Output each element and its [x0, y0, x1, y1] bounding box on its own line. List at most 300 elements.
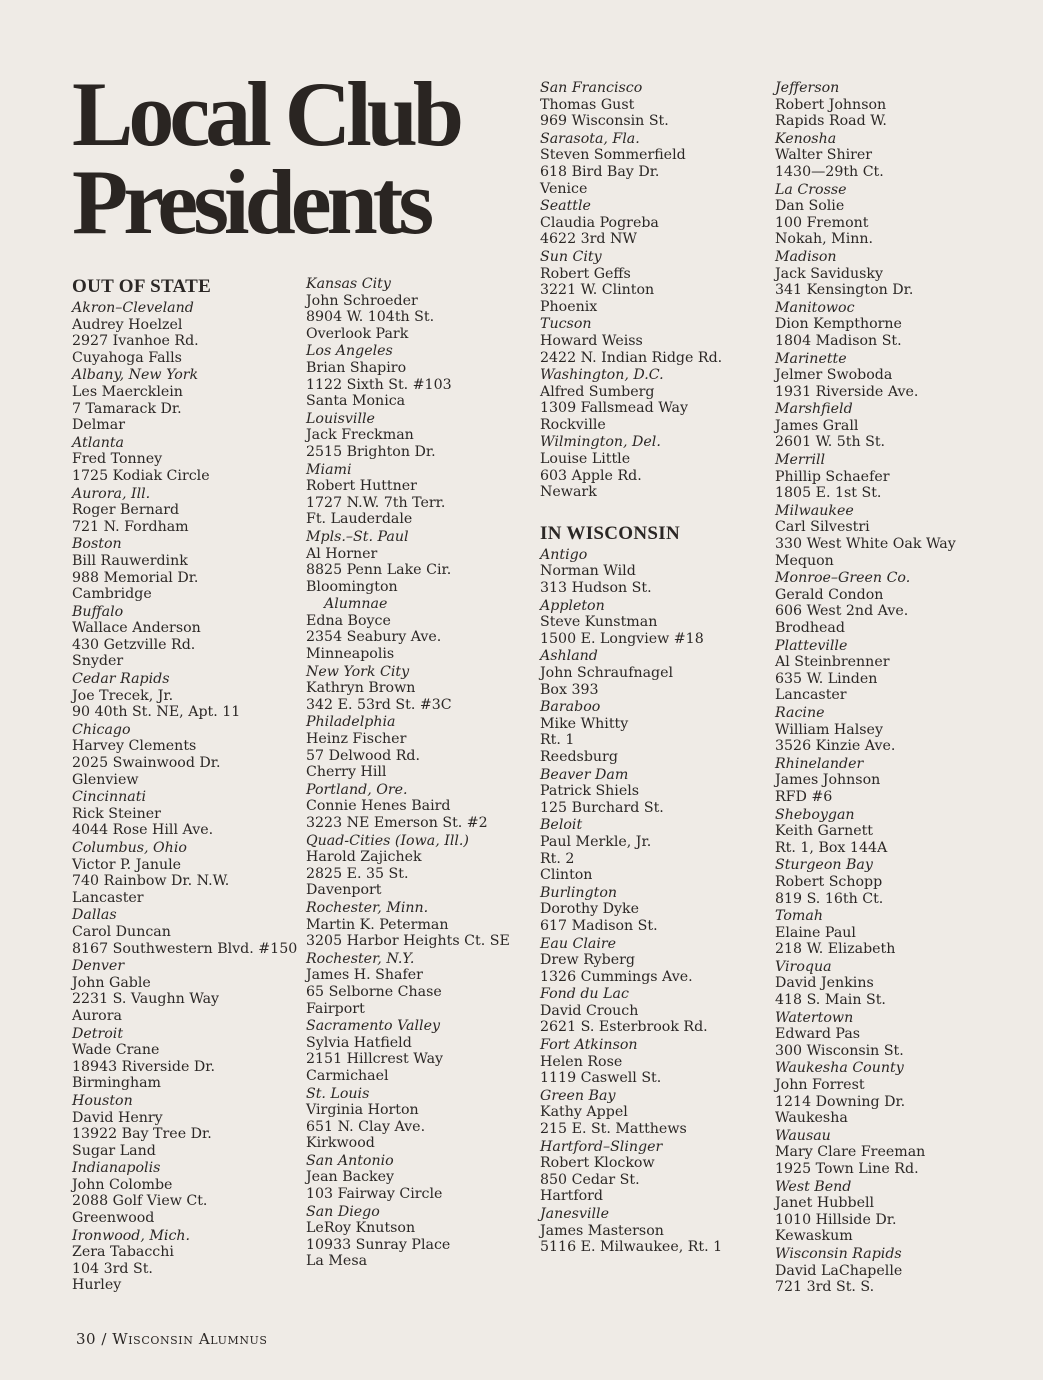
president-name: Phillip Schaefer	[775, 468, 890, 485]
club-entry-watertown	[775, 1010, 1015, 1060]
address-line: 300 Wisconsin St.	[775, 1042, 904, 1059]
president-name: Fred Tonney	[72, 451, 163, 468]
club-city: Baraboo	[540, 699, 601, 716]
president-name: Paul Merkle, Jr.	[540, 833, 652, 850]
club-entry-philadelphia	[306, 714, 546, 780]
address-line: 430 Getzville Rd.	[72, 636, 196, 653]
club-entry-columbus-ohio	[72, 840, 312, 906]
club-entry-rochester-n-y	[306, 951, 546, 1017]
address-line: 2515 Brighton Dr.	[306, 443, 436, 460]
club-city: Rochester, Minn.	[306, 899, 429, 916]
address-line: 10933 Sunray Place	[306, 1236, 451, 1253]
president-name: Al Steinbrenner	[775, 654, 890, 671]
column-out-of-state-3-and-wisconsin	[540, 80, 780, 1257]
club-city: Sun City	[540, 248, 602, 265]
president-name: John Colombe	[72, 1176, 173, 1193]
address-line: 3223 NE Emerson St. #2	[306, 815, 488, 831]
club-entry-tucson	[540, 316, 780, 366]
address-line: 2151 Hillcrest Way	[306, 1051, 444, 1068]
address-line: 1430—29th Ct.	[775, 163, 884, 180]
club-entry-wausau	[775, 1128, 1015, 1178]
club-entry-eau-claire	[540, 936, 780, 986]
president-name: Martin K. Peterman	[306, 916, 449, 933]
address-line: 721 N. Fordham	[72, 518, 189, 535]
address-line: Glenview	[72, 771, 139, 788]
president-name: David LaChapelle	[775, 1262, 903, 1279]
president-name: John Gable	[72, 974, 151, 991]
club-city: Watertown	[775, 1009, 854, 1026]
club-city: Aurora, Ill.	[72, 485, 151, 502]
title-line-2: Presidents	[72, 151, 430, 253]
president-name: James Masterson	[540, 1222, 664, 1239]
club-entry-sturgeon-bay	[775, 857, 1015, 907]
club-entry-west-bend	[775, 1179, 1015, 1245]
footer-separator: /	[101, 1330, 107, 1348]
club-entry-beaver-dam	[540, 767, 780, 817]
club-city: Philadelphia	[306, 714, 396, 731]
address-line: Cuyahoga Falls	[72, 349, 182, 366]
address-line: 57 Delwood Rd.	[306, 747, 420, 764]
president-name: Walter Shirer	[775, 147, 873, 164]
club-city: Viroqua	[775, 958, 832, 975]
address-line: 618 Bird Bay Dr.	[540, 163, 660, 180]
address-line: Bloomington	[306, 578, 398, 595]
club-entry-monroe-green-co	[775, 570, 1015, 636]
club-entry-marinette	[775, 351, 1015, 401]
president-name: Harvey Clements	[72, 738, 197, 755]
address-line: Box 393	[540, 681, 599, 698]
address-line: Rt. 1, Box 144A	[775, 839, 888, 856]
address-line: Santa Monica	[306, 393, 406, 410]
president-name: Kathryn Brown	[306, 680, 416, 697]
club-city: Beaver Dam	[540, 766, 629, 783]
club-entry-hartford-slinger	[540, 1139, 780, 1205]
president-name: Robert Geffs	[540, 265, 631, 282]
club-city: Albany, New York	[72, 367, 199, 384]
page-number: 30	[76, 1330, 97, 1348]
club-entry-houston	[72, 1093, 312, 1159]
club-city: Burlington	[540, 884, 618, 901]
president-name: Drew Ryberg	[540, 952, 635, 969]
address-line: 1727 N.W. 7th Terr.	[306, 494, 446, 511]
club-city: La Crosse	[775, 181, 847, 198]
address-line: 2088 Golf View Ct.	[72, 1193, 208, 1210]
president-name: Wade Crane	[72, 1042, 160, 1059]
address-line: 313 Hudson St.	[540, 580, 652, 597]
club-entry-fond-du-lac	[540, 986, 780, 1036]
club-entry-merrill	[775, 452, 1015, 502]
club-city: Madison	[775, 248, 837, 265]
club-city: Indianapolis	[72, 1160, 161, 1177]
club-city: Washington, D.C.	[540, 367, 664, 384]
president-name: David Jenkins	[775, 975, 874, 992]
address-line: Rockville	[540, 416, 606, 433]
address-line: Rt. 1	[540, 732, 575, 749]
club-entry-wisconsin-rapids	[775, 1246, 1015, 1296]
address-line: Carmichael	[306, 1067, 389, 1084]
club-entry-buffalo	[72, 604, 312, 670]
club-entry-st-louis	[306, 1086, 546, 1152]
address-line: Kewaskum	[775, 1228, 853, 1245]
club-entry-sarasota-fla	[540, 131, 780, 197]
club-city: Akron–Cleveland	[72, 300, 194, 316]
club-city: Dallas	[72, 907, 117, 924]
address-line: 18943 Riverside Dr.	[72, 1058, 215, 1075]
president-name: Robert Johnson	[775, 96, 887, 113]
club-city: Cincinnati	[72, 789, 146, 806]
club-city: Monroe–Green Co.	[775, 570, 911, 587]
address-line: Hurley	[72, 1277, 122, 1294]
address-line: 635 W. Linden	[775, 670, 878, 687]
address-line: Overlook Park	[306, 325, 409, 342]
club-entry-quad-cities-iowa-ill	[306, 833, 546, 899]
president-name: Dan Solie	[775, 198, 845, 215]
address-line: RFD #6	[775, 788, 833, 805]
president-name: Dion Kempthorne	[775, 316, 902, 333]
club-city: Manitowoc	[775, 299, 855, 316]
address-line: Kirkwood	[306, 1135, 375, 1152]
club-city: Waukesha County	[775, 1060, 904, 1077]
address-line: 651 N. Clay Ave.	[306, 1118, 426, 1135]
club-entry-green-bay	[540, 1088, 780, 1138]
president-name: Roger Bernard	[72, 502, 180, 519]
page-footer	[76, 1330, 268, 1348]
president-name: Kathy Appel	[540, 1104, 628, 1121]
address-line: Waukesha	[775, 1110, 848, 1127]
club-city: Tucson	[540, 316, 592, 333]
address-line: 2231 S. Vaughn Way	[72, 991, 220, 1008]
club-city: Tomah	[775, 908, 823, 925]
address-line: Reedsburg	[540, 748, 618, 765]
president-name: Rick Steiner	[72, 805, 161, 822]
club-entry-akron-cleveland	[72, 300, 312, 366]
club-city: Cedar Rapids	[72, 671, 170, 688]
club-city: Janesville	[540, 1206, 609, 1222]
address-line: 969 Wisconsin St.	[540, 113, 669, 130]
address-line: 8825 Penn Lake Cir.	[306, 562, 452, 579]
club-entry-ashland	[540, 648, 780, 698]
address-line: 3526 Kinzie Ave.	[775, 738, 896, 755]
president-name: David Crouch	[540, 1002, 639, 1019]
club-city: Kansas City	[306, 276, 391, 292]
president-name: Carl Silvestri	[775, 519, 870, 536]
president-name: Mary Clare Freeman	[775, 1144, 926, 1161]
address-line: Davenport	[306, 882, 382, 899]
club-entry-seattle	[540, 198, 780, 248]
address-line: 1326 Cummings Ave.	[540, 968, 693, 985]
club-entry-appleton	[540, 598, 780, 648]
address-line: 606 West 2nd Ave.	[775, 603, 909, 620]
address-line: 8167 Southwestern Blvd. #150	[72, 940, 298, 957]
president-name: Jack Savidusky	[775, 265, 884, 282]
club-city: San Francisco	[540, 80, 643, 96]
club-city: St. Louis	[306, 1085, 370, 1102]
club-entry-marshfield	[775, 401, 1015, 451]
club-entry-ironwood-mich	[72, 1228, 312, 1294]
address-line: 3221 W. Clinton	[540, 282, 655, 299]
president-name: Dorothy Dyke	[540, 901, 639, 918]
address-line: Fairport	[306, 1000, 365, 1017]
club-city: Marinette	[775, 350, 847, 367]
club-entry-san-diego	[306, 1204, 546, 1270]
address-line: 603 Apple Rd.	[540, 467, 642, 484]
president-name: Jelmer Swoboda	[775, 367, 893, 384]
president-name: Steve Kunstman	[540, 614, 658, 631]
president-name: David Henry	[72, 1109, 163, 1126]
club-city: Miami	[306, 461, 352, 478]
club-entry-rhinelander	[775, 756, 1015, 806]
club-city: Hartford–Slinger	[540, 1138, 663, 1155]
title-line-1: Local Club	[72, 63, 460, 165]
club-city: Los Angeles	[306, 343, 393, 360]
president-name: James Grall	[775, 417, 859, 434]
club-city: Boston	[72, 536, 122, 553]
club-entry-burlington	[540, 885, 780, 935]
address-line: Birmingham	[72, 1075, 162, 1092]
club-entry-wilmington-del	[540, 434, 780, 500]
president-name: Jean Backey	[306, 1169, 395, 1186]
address-line: Phoenix	[540, 298, 598, 315]
club-city: Jefferson	[775, 80, 840, 96]
president-name: Patrick Shiels	[540, 783, 640, 800]
address-line: 341 Kensington Dr.	[775, 282, 914, 299]
club-city: Sheboygan	[775, 806, 855, 823]
address-line: 5116 E. Milwaukee, Rt. 1	[540, 1239, 723, 1256]
club-city: Merrill	[775, 452, 826, 469]
president-name: Harold Zajichek	[306, 849, 422, 866]
club-entry-new-york-city	[306, 664, 546, 714]
president-name: Helen Rose	[540, 1053, 623, 1070]
club-entry-sacramento-valley	[306, 1018, 546, 1084]
address-line: 100 Fremont	[775, 214, 869, 231]
club-entry-cedar-rapids	[72, 671, 312, 721]
club-entry-washington-d-c	[540, 367, 780, 433]
club-entry-detroit	[72, 1026, 312, 1092]
address-line: Venice	[540, 180, 588, 197]
president-name: Joe Trecek, Jr.	[72, 687, 174, 704]
address-line: 7 Tamarack Dr.	[72, 400, 182, 417]
club-city: Atlanta	[72, 434, 124, 451]
club-entry-louisville	[306, 411, 546, 461]
club-city: West Bend	[775, 1178, 852, 1195]
club-entry-indianapolis	[72, 1160, 312, 1226]
club-city: Sacramento Valley	[306, 1018, 440, 1035]
president-name: John Schroeder	[306, 292, 418, 309]
club-city: Quad-Cities (Iowa, Ill.)	[306, 832, 469, 849]
address-line: 1925 Town Line Rd.	[775, 1161, 919, 1177]
column-wisconsin-2	[775, 80, 1015, 1297]
address-line: 2025 Swainwood Dr.	[72, 755, 221, 772]
address-line: Ft. Lauderdale	[306, 511, 413, 528]
club-entry-janesville	[540, 1206, 780, 1256]
president-name: Carol Duncan	[72, 923, 171, 940]
address-line: 342 E. 53rd St. #3C	[306, 696, 452, 713]
club-city: San Diego	[306, 1203, 380, 1220]
president-name: Janet Hubbell	[775, 1195, 875, 1212]
club-entry-baraboo	[540, 699, 780, 765]
address-line: 1309 Fallsmead Way	[540, 400, 689, 417]
president-name: Gerald Condon	[775, 586, 884, 603]
column-out-of-state-1	[72, 276, 312, 1295]
club-entry-mpls-st-paul	[306, 529, 546, 595]
club-city: Mpls.–St. Paul	[306, 528, 409, 545]
address-line: 1931 Riverside Ave.	[775, 383, 919, 400]
address-line: 819 S. 16th Ct.	[775, 890, 884, 907]
address-line: Sugar Land	[72, 1142, 156, 1159]
president-name: Connie Henes Baird	[306, 798, 451, 815]
address-line: 2927 Ivanhoe Rd.	[72, 333, 199, 350]
club-entry-san-antonio	[306, 1153, 546, 1203]
club-city: Racine	[775, 704, 825, 721]
club-entry-milwaukee	[775, 503, 1015, 569]
club-entry-beloit	[540, 817, 780, 883]
address-line: 418 S. Main St.	[775, 992, 886, 1009]
address-line: 4044 Rose Hill Ave.	[72, 822, 214, 839]
club-entry-viroqua	[775, 959, 1015, 1009]
club-entry-antigo	[540, 547, 780, 597]
club-entry-portland-ore	[306, 782, 546, 832]
address-line: Minneapolis	[306, 646, 395, 663]
club-city: Marshfield	[775, 401, 853, 418]
club-entry-racine	[775, 705, 1015, 755]
club-entry-cincinnati	[72, 789, 312, 839]
address-line: Rapids Road W.	[775, 113, 887, 130]
president-name: Al Horner	[306, 545, 378, 562]
address-line: 850 Cedar St.	[540, 1171, 640, 1188]
address-line: Delmar	[72, 417, 126, 434]
address-line: 988 Memorial Dr.	[72, 569, 199, 586]
club-entry-los-angeles	[306, 343, 546, 409]
club-city: Ashland	[540, 648, 598, 665]
address-line: Clinton	[540, 867, 593, 884]
address-line: Hartford	[540, 1188, 603, 1205]
club-city: Buffalo	[72, 603, 124, 620]
president-name: Zera Tabacchi	[72, 1244, 174, 1261]
page-title	[72, 63, 460, 253]
address-line: 8904 W. 104th St.	[306, 309, 435, 326]
address-line: 617 Madison St.	[540, 917, 658, 934]
club-entry-waukesha-county	[775, 1060, 1015, 1126]
club-entry-tomah	[775, 908, 1015, 958]
club-city: Chicago	[72, 721, 131, 738]
president-name: Howard Weiss	[540, 332, 643, 349]
club-city: Detroit	[72, 1025, 124, 1042]
president-name: Thomas Gust	[540, 96, 635, 113]
address-line: 1500 E. Longview #18	[540, 630, 704, 647]
club-entry-jefferson	[775, 80, 1015, 130]
club-city: Houston	[72, 1092, 133, 1109]
president-name: Robert Huttner	[306, 478, 417, 495]
address-line: 4622 3rd NW	[540, 231, 638, 248]
club-city: Alumnae	[324, 596, 388, 613]
president-name: Edna Boyce	[306, 612, 391, 629]
address-line: 90 40th St. NE, Apt. 11	[72, 704, 241, 721]
president-name: LeRoy Knutson	[306, 1220, 416, 1237]
club-city: Sarasota, Fla.	[540, 130, 640, 147]
club-city: Fond du Lac	[540, 986, 629, 1003]
president-name: John Schraufnagel	[540, 665, 674, 681]
club-entry-platteville	[775, 638, 1015, 704]
section-heading: IN WISCONSIN	[540, 522, 680, 544]
address-line: Nokah, Minn.	[775, 231, 874, 248]
president-name: Brian Shapiro	[306, 359, 407, 376]
club-city: Beloit	[540, 817, 583, 834]
address-line: 1010 Hillside Dr.	[775, 1211, 897, 1228]
president-name: John Forrest	[775, 1077, 865, 1094]
president-name: Audrey Hoelzel	[72, 316, 183, 333]
address-line: 1725 Kodiak Circle	[72, 467, 210, 484]
president-name: Mike Whitty	[540, 715, 629, 732]
address-line: 2354 Seabury Ave.	[306, 629, 442, 646]
address-line: 1214 Downing Dr.	[775, 1093, 906, 1110]
club-entry-fort-atkinson	[540, 1037, 780, 1087]
section-heading: OUT OF STATE	[72, 276, 212, 297]
club-city: Kenosha	[775, 130, 837, 147]
address-line: Rt. 2	[540, 850, 575, 867]
club-entry-denver	[72, 958, 312, 1024]
club-entry-aurora-ill	[72, 486, 312, 536]
address-line: Cambridge	[72, 586, 152, 603]
club-entry-la-crosse	[775, 182, 1015, 248]
club-city: Appleton	[540, 597, 605, 614]
club-entry-kenosha	[775, 131, 1015, 181]
address-line: Lancaster	[775, 687, 847, 704]
column-out-of-state-2	[306, 276, 546, 1271]
address-line: 330 West White Oak Way	[775, 536, 956, 553]
address-line: Newark	[540, 484, 597, 501]
president-name: Elaine Paul	[775, 924, 856, 941]
club-city: Eau Claire	[540, 935, 617, 952]
club-entry-kansas-city	[306, 276, 546, 342]
club-entry-madison	[775, 249, 1015, 299]
president-name: James H. Shafer	[306, 967, 423, 984]
president-name: Virginia Horton	[306, 1102, 419, 1119]
address-line: 1805 E. 1st St.	[775, 485, 882, 502]
club-city: Wilmington, Del.	[540, 434, 661, 451]
address-line: Brodhead	[775, 620, 845, 636]
club-city: Seattle	[540, 198, 591, 215]
president-name: Steven Sommerfield	[540, 147, 686, 164]
club-entry-chicago	[72, 722, 312, 788]
club-city: Milwaukee	[775, 502, 854, 519]
club-entry-manitowoc	[775, 300, 1015, 350]
club-city: Sturgeon Bay	[775, 857, 873, 874]
club-entry-sheboygan	[775, 807, 1015, 857]
club-entry-miami	[306, 462, 546, 528]
president-name: James Johnson	[775, 772, 881, 789]
club-entry-rochester-minn	[306, 900, 546, 950]
club-city: Louisville	[306, 410, 375, 427]
club-city: New York City	[306, 663, 410, 680]
address-line: Lancaster	[72, 889, 144, 906]
club-city: Green Bay	[540, 1087, 616, 1104]
president-name: Robert Klockow	[540, 1155, 655, 1172]
president-name: Louise Little	[540, 451, 631, 468]
address-line: Mequon	[775, 552, 834, 569]
address-line: 2601 W. 5th St.	[775, 434, 886, 451]
club-city: Denver	[72, 958, 125, 975]
address-line: 2825 E. 35 St.	[306, 865, 409, 882]
club-city: Portland, Ore.	[306, 781, 408, 798]
club-entry-atlanta	[72, 435, 312, 485]
address-line: 3205 Harbor Heights Ct. SE	[306, 933, 510, 950]
president-name: William Halsey	[775, 721, 883, 738]
address-line: 103 Fairway Circle	[306, 1186, 443, 1203]
president-name: Les Maercklein	[72, 383, 183, 400]
address-line: 13922 Bay Tree Dr.	[72, 1126, 212, 1143]
president-name: Sylvia Hatfield	[306, 1034, 412, 1051]
address-line: 2422 N. Indian Ridge Rd.	[540, 349, 723, 366]
